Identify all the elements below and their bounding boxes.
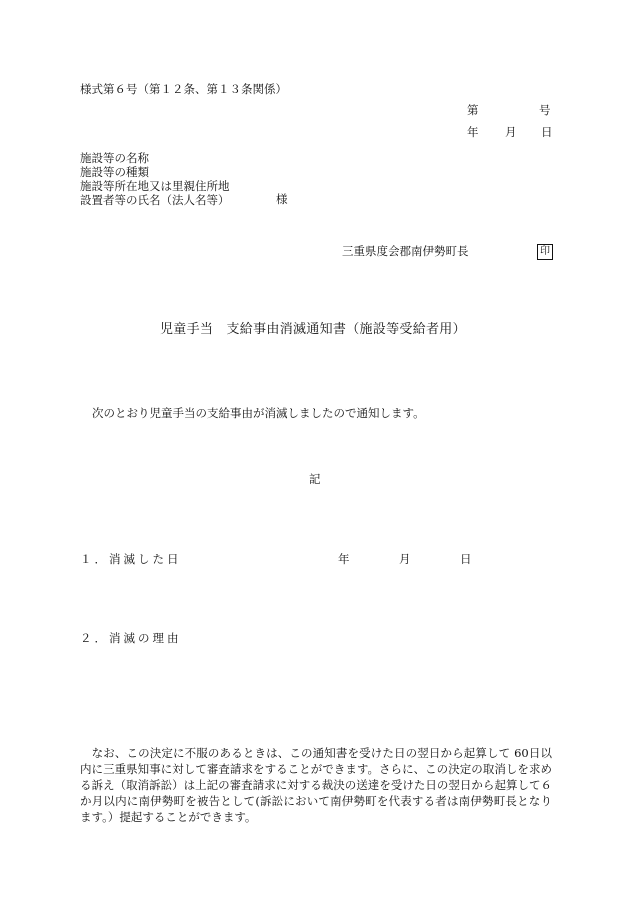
ki-heading: 記 (309, 472, 321, 486)
facility-name-label: 施設等の名称 (80, 151, 149, 165)
extinction-reason-label: ２．消滅の理由 (80, 631, 182, 645)
document-number-unit: 号 (539, 103, 551, 117)
intro-text: 次のとおり児童手当の支給事由が消滅しましたので通知します。 (92, 406, 425, 420)
form-number: 様式第６号（第１２条、第１３条関係） (80, 82, 287, 96)
extinction-year-label: 年 (338, 552, 350, 566)
sender-name: 三重県度会郡南伊勢町長 (342, 244, 469, 258)
extinction-month-label: 月 (399, 552, 411, 566)
document-number-label: 第 (467, 103, 479, 117)
seal-mark: 印 (537, 244, 553, 260)
establisher-name-label: 設置者等の氏名（法人名等） (80, 193, 230, 207)
extinction-day-label: 日 (460, 552, 472, 566)
appeal-notice: なお、この決定に不服のあるときは、この通知書を受けた日の翌日から起算して 60日以内に三重県知事に対して審査請求をすることができます。さらに、この決定の取消しを求める訴え（取消訴訟）は上記の審査請求に対する裁決の送達を受けた日の翌日から起算して６か月以内に南伊勢町を被告として(訴訟において南伊勢町を代表する者は南伊勢町長となります。）提起することができます。 (80, 746, 552, 824)
addressee-block (80, 151, 288, 207)
facility-address-label: 施設等所在地又は里親住所地 (80, 179, 230, 193)
date-month-label: 月 (505, 125, 517, 139)
document-title: 児童手当 支給事由消滅通知書（施設等受給者用） (160, 322, 466, 337)
date-year-label: 年 (467, 125, 479, 139)
honorific: 様 (276, 192, 288, 206)
facility-type-label: 施設等の種類 (80, 165, 149, 179)
date-day-label: 日 (541, 125, 553, 139)
extinction-date-label: １．消滅した日 (80, 552, 182, 566)
